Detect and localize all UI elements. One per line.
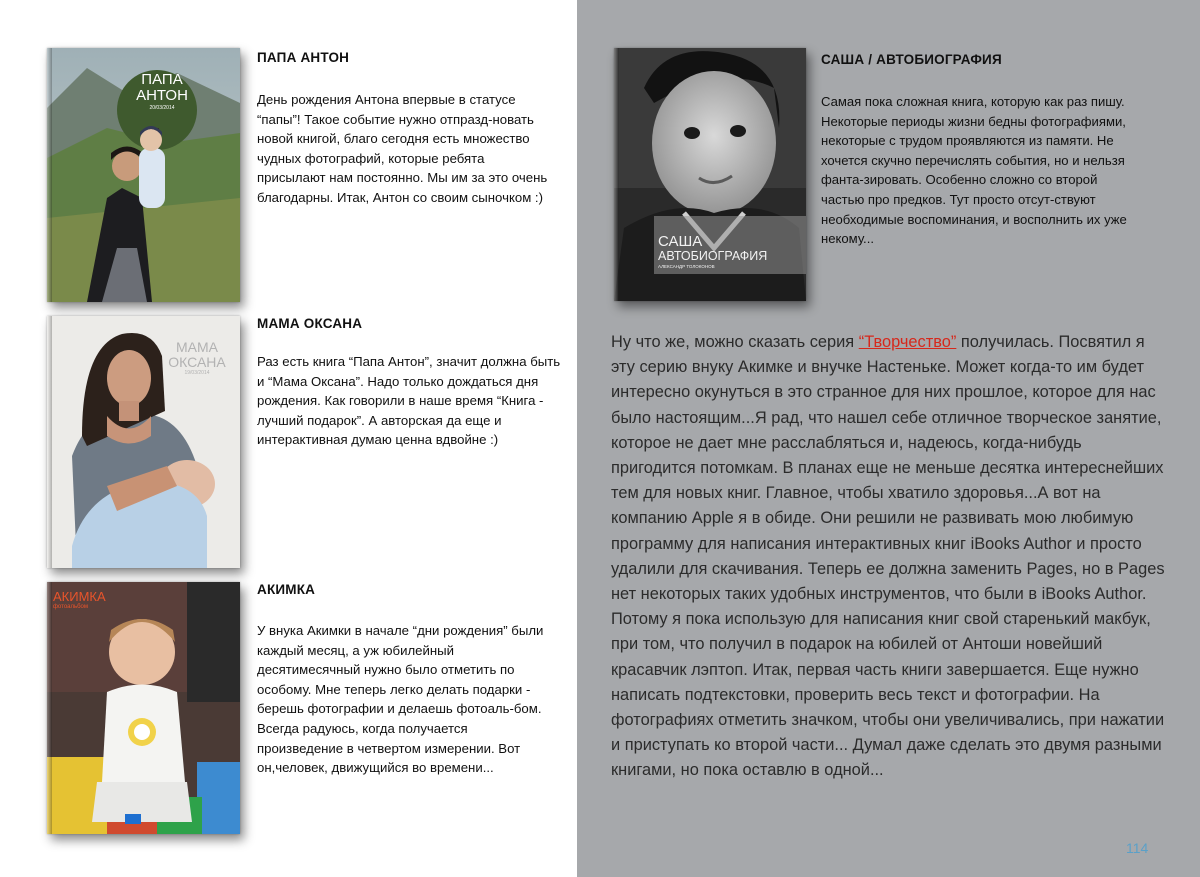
- cover-title: [53, 590, 163, 610]
- cover-photo-baby-on-mat: [47, 582, 240, 834]
- cover-title-line1: МАМА: [176, 339, 218, 355]
- cover-title-line1: САША: [658, 233, 703, 250]
- cover-title-line2: ОКСАНА: [168, 353, 226, 370]
- cover-title-line1: АКИМКА: [53, 589, 106, 604]
- book-title: ПАПА АНТОН: [257, 50, 350, 65]
- book-cover-akimka[interactable]: [47, 582, 240, 834]
- book-spine: [614, 48, 619, 301]
- page-number: 114: [1126, 840, 1149, 856]
- book-description: У внука Акимки в начале “дни рождения” были каждый месяц, а уж юбилейный десятимесячный нужно было отметить по особому. Мне теперь легко делать подарки - берешь фотографии и делаешь фотоаль-бом. Всегда радуюсь, когда получается произведение в четвертом измерении. Вот он,человек, движущийся во времени...: [257, 623, 544, 776]
- book-title: САША / АВТОБИОГРАФИЯ: [821, 52, 1002, 67]
- cover-date: 19/03/2014: [184, 370, 210, 377]
- cover-title-line2: АНТОН: [136, 86, 188, 104]
- book-title: АКИМКА: [257, 582, 316, 597]
- main-text-start: Ну что же, можно сказать серия: [611, 333, 859, 351]
- book-spine: [47, 316, 52, 568]
- book-cover-mama-oksana[interactable]: [47, 316, 240, 568]
- main-text-rest: получилась. Посвятил я эту серию внуку Акимке и внучке Настеньке. Может когда-то им будет интересно окунуться в это странное для них прошлое, которое для нас было настоящим...Я рад, что нашел себе отличное творческое занятие, которое не дает мне расслабляться и, надеюсь, когда-нибудь пригодится потомкам. В планах еще не меньше десятка интереснейших тем для новых книг. Главное, чтобы хватило здоровья...А вот на компанию Apple я в обиде. Они решили не развивать мою любимую программу для написания интерактивных книг iBooks Author и просто удалили для скачивания. Теперь ее должна заменить Pages, но в Pages нет некоторых таких удобных инструментов, что были в iBooks Author. Потому я пока использую для написания книг свой старенький макбук, при том, что получил в подарок на юбилей от Антоши новейший красавчик лэптоп. Итак, первая часть книги завершается. Еще нужно написать подтекстовки, проверить весь текст и фотографии. На фотографиях отметить значком, чтобы они увеличивались, при нажатии и приступать ко второй части... Думал даже сделать это двумя разными книгами, но пока оставлю в одной...: [611, 333, 1165, 780]
- book-description: Самая пока сложная книга, которую как раз пишу. Некоторые периоды жизни бедны фотографиями, некоторые с трудом проявляются из памяти. Не хочется скучно перечислять события, но и нельзя фанта-зировать. Особенно сложно со второй частью про предков. Тут просто отсут-ствуют необходимые воспоминания, и восполнить их уже некому...: [821, 94, 1127, 247]
- book-cover-sasha-autobiography[interactable]: [614, 48, 806, 301]
- cover-subtitle: фотоальбом: [53, 603, 89, 610]
- cover-author: АЛЕКСАНДР ТОЛОКОНОВ: [658, 263, 715, 269]
- main-paragraph: [611, 330, 1166, 784]
- cover-title-line2: АВТОБИОГРАФИЯ: [658, 248, 768, 263]
- cover-title-line1: ПАПА: [141, 71, 183, 88]
- book-description: Раз есть книга “Папа Антон”, значит должна быть и “Мама Оксана”. Надо только дождаться дня рождения. Как говорили в наше время “Книга - лучший подарок”. А авторская да еще и интерактивная думаю ценна вдвойне :): [257, 354, 561, 448]
- book-spine: [47, 582, 52, 834]
- book-cover-papa-anton[interactable]: [47, 48, 240, 302]
- tvorchestvo-link[interactable]: “Творчество”: [858, 333, 957, 351]
- book-description: День рождения Антона впервые в статусе “папы”! Такое событие нужно отпразд-новать новой книгой, благо сегодня есть множество чудных фотографий, которые ребята присылают нам постоянно. Мы им за это очень благодарны. Итак, Антон со своим сыночком :): [257, 92, 548, 205]
- cover-title: [658, 234, 806, 270]
- cover-title: [107, 72, 217, 111]
- book-title: МАМА ОКСАНА: [257, 316, 363, 331]
- book-spine: [47, 48, 52, 302]
- cover-date: 20/03/2014: [149, 104, 175, 111]
- cover-title: [152, 340, 240, 377]
